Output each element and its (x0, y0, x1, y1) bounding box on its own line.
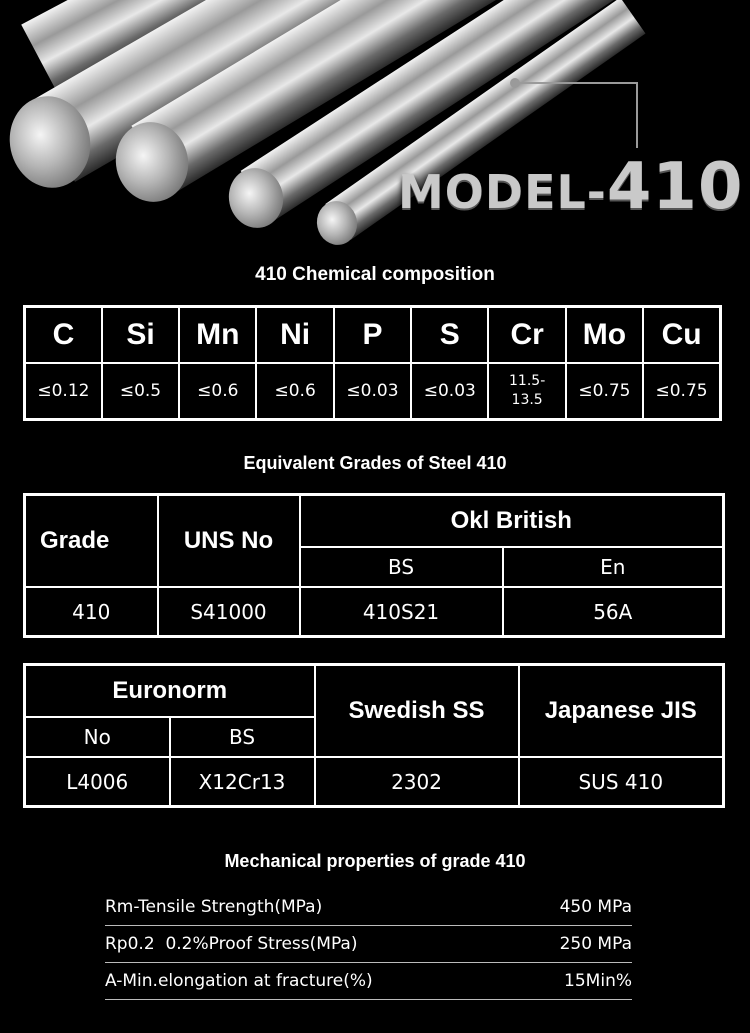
element-value: ≤0.75 (566, 363, 643, 420)
element-value: ≤0.6 (179, 363, 256, 420)
chemical-composition-title: 410 Chemical composition (255, 264, 495, 285)
table-row (25, 587, 724, 637)
element-header: Cu (643, 307, 720, 364)
uns-value: S41000 (158, 587, 300, 637)
element-header: C (25, 307, 102, 364)
property-value: 250 MPa (559, 934, 632, 954)
japanese-header: Japanese JIS (519, 665, 724, 758)
chemical-composition-table (23, 305, 722, 421)
element-header: Mn (179, 307, 256, 364)
element-header-row (25, 307, 721, 364)
british-header: Okl British (300, 495, 724, 548)
element-value: ≤0.03 (334, 363, 411, 420)
property-value: 450 MPa (559, 897, 632, 917)
element-header: P (334, 307, 411, 364)
list-item (105, 926, 632, 963)
property-label: Rm-Tensile Strength(MPa) (105, 897, 323, 917)
en-value: 56A (503, 587, 724, 637)
swedish-header: Swedish SS (315, 665, 519, 758)
element-header: Cr (488, 307, 565, 364)
element-header: Si (102, 307, 179, 364)
element-header: S (411, 307, 488, 364)
element-value: ≤0.12 (25, 363, 102, 420)
table-row (25, 757, 724, 807)
bs-header: BS (170, 717, 315, 757)
table-header-row (25, 495, 724, 548)
list-item (105, 963, 632, 1000)
euronorm-header: Euronorm (25, 665, 315, 718)
property-label: A-Min.elongation at fracture(%) (105, 971, 373, 991)
equivalent-grades-table-2 (23, 663, 725, 808)
model-number: 410 (606, 150, 744, 224)
japanese-value: SUS 410 (519, 757, 724, 807)
mechanical-properties-list (105, 889, 632, 1000)
property-label: Rp0.2 0.2%Proof Stress(MPa) (105, 934, 358, 954)
element-value: ≤0.5 (102, 363, 179, 420)
element-value-cr (488, 363, 565, 420)
element-value-row (25, 363, 721, 420)
list-item (105, 889, 632, 926)
table-header-row (25, 665, 724, 718)
property-value: 15Min% (564, 971, 632, 991)
element-header: Ni (256, 307, 333, 364)
grade-header: Grade (25, 495, 158, 588)
cr-value-line1: 11.5- (509, 373, 546, 389)
mechanical-properties-title: Mechanical properties of grade 410 (224, 851, 526, 871)
grade-value: 410 (25, 587, 158, 637)
uns-header: UNS No (158, 495, 300, 588)
equivalent-grades-table-1 (23, 493, 725, 638)
element-value: ≤0.75 (643, 363, 720, 420)
cr-value-line2: 13.5 (511, 392, 543, 408)
euronorm-no-value: L4006 (25, 757, 170, 807)
element-value: ≤0.6 (256, 363, 333, 420)
bs-value: 410S21 (300, 587, 503, 637)
no-header: No (25, 717, 170, 757)
bs-header: BS (300, 547, 503, 587)
equivalent-grades-title: Equivalent Grades of Steel 410 (243, 453, 507, 473)
model-title (398, 150, 743, 224)
element-value: ≤0.03 (411, 363, 488, 420)
model-word: MODEL- (398, 165, 607, 219)
element-header: Mo (566, 307, 643, 364)
euronorm-bs-value: X12Cr13 (170, 757, 315, 807)
en-header: En (503, 547, 724, 587)
swedish-value: 2302 (315, 757, 519, 807)
